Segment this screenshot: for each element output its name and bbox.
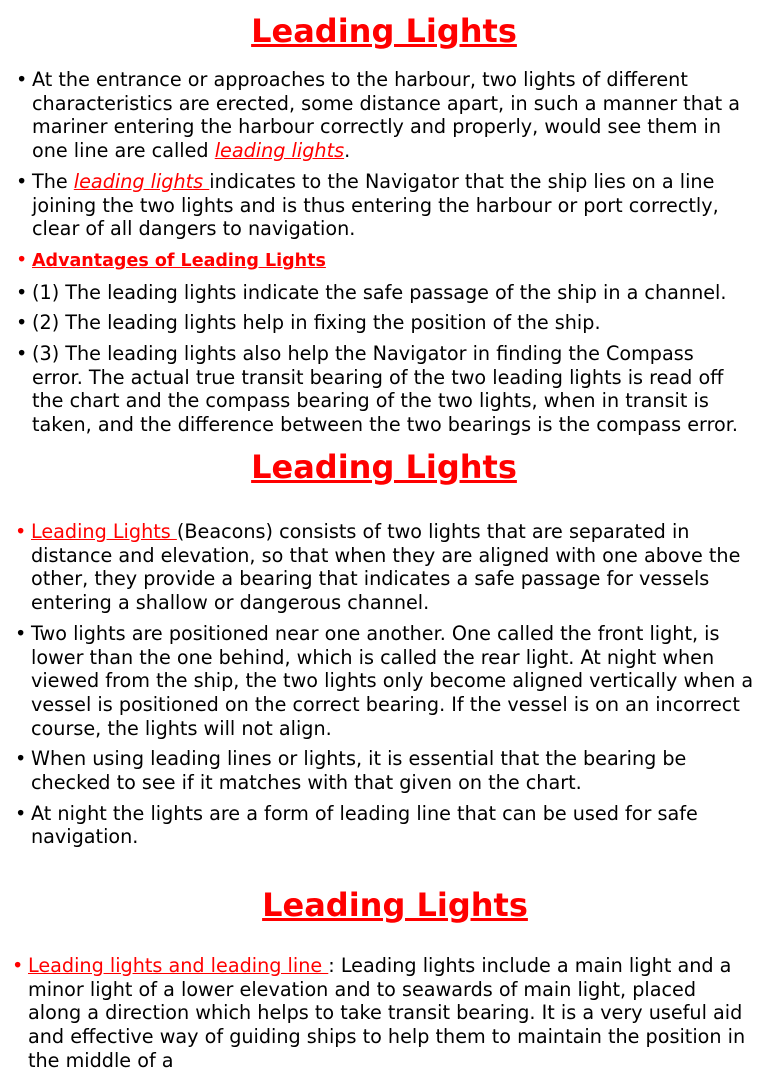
leading-lights-link[interactable]: leading lights	[73, 169, 210, 193]
bullet-item	[16, 280, 748, 305]
bullet-dot: •	[16, 311, 28, 335]
bullet-dot: •	[16, 342, 28, 366]
slide-3-title-wrap	[0, 860, 768, 928]
bullet-text: When using leading lines or lights, it is essential that the bearing be checked to see if it matches with that given on the chart.	[31, 747, 687, 795]
bullet-item	[15, 801, 754, 849]
slide-3	[0, 860, 768, 1072]
bullet-text: (3) The leading lights also help the Navigator in finding the Compass error. The actual true transit bearing of the two leading lights is read off the chart and the compass bearing of the two lights, when in transit is taken, and the difference between the two bearings is the compass error.	[32, 342, 739, 437]
bullet-dot: •	[15, 801, 27, 825]
slide-3-bullet-list	[12, 954, 750, 1073]
bullet-item	[16, 247, 748, 274]
bullet-dot: •	[15, 747, 27, 771]
bullet-text: At the entrance or approaches to the harbour, two lights of different characteristics are erected, some distance apart, in such a manner that a mariner entering the harbour correctly and properly, would see them in one line are called	[32, 68, 741, 163]
leading-lights-and-line-link[interactable]: Leading lights and leading line	[28, 954, 329, 977]
bullet-item	[15, 520, 754, 615]
bullet-item	[12, 954, 750, 1073]
slide-2-bullet-list	[15, 520, 754, 849]
advantages-heading-link[interactable]: Advantages of Leading Lights	[32, 250, 326, 271]
bullet-item	[16, 342, 748, 437]
bullet-dot: •	[15, 621, 27, 645]
bullet-text: (1) The leading lights indicate the safe passage of the ship in a channel.	[32, 280, 727, 304]
slide-2	[0, 432, 768, 860]
bullet-dot: •	[16, 280, 28, 304]
slide-3-title: Leading Lights	[262, 886, 528, 924]
leading-lights-link[interactable]: leading lights	[214, 139, 345, 163]
bullet-item	[16, 68, 748, 163]
bullet-dot: •	[12, 954, 24, 977]
bullet-item	[15, 747, 754, 795]
bullet-text-end: .	[344, 139, 351, 163]
bullet-text: (2) The leading lights help in fixing the position of the ship.	[32, 311, 601, 335]
slide-1-bullet-list	[16, 68, 748, 437]
bullet-text-start: The	[32, 169, 74, 193]
bullet-text: indicates to the Navigator that the ship lies on a line joining the two lights and is thus entering the harbour or port correctly, clear of all dangers to navigation.	[32, 169, 719, 241]
slide-2-title: Leading Lights	[251, 448, 517, 486]
bullet-dot: •	[15, 520, 27, 543]
bullet-text: Two lights are positioned near one another. One called the front light, is lower than the one behind, which is called the rear light. At night when viewed from the ship, the two lights only become aligned vertically when a vessel is positioned on the correct bearing. If the vessel is on an incorrect course, the lights will not align.	[31, 621, 754, 740]
bullet-dot: •	[16, 169, 28, 193]
slide-1-title: Leading Lights	[251, 12, 517, 50]
bullet-text: (Beacons) consists of two lights that are separated in distance and elevation, so that when they are aligned with one above the other, they provide a bearing that indicates a safe passage for vessels entering a shallow or dangerous channel.	[31, 520, 741, 615]
leading-lights-link[interactable]: Leading Lights	[31, 520, 177, 543]
bullet-item	[16, 311, 748, 335]
bullet-dot: •	[16, 247, 28, 271]
bullet-dot: •	[16, 68, 28, 91]
bullet-item	[16, 169, 748, 241]
slide-1	[0, 0, 768, 437]
bullet-item	[15, 621, 754, 741]
bullet-text: : Leading lights include a main light and a minor light of a lower elevation and to seawards of main light, placed along a direction which helps to take transit bearing. It is a very useful aid and effective way of guiding ships to help them to maintain the position in the middle of a	[28, 954, 746, 1072]
bullet-text: At night the lights are a form of leading line that can be used for safe navigation.	[31, 801, 698, 849]
